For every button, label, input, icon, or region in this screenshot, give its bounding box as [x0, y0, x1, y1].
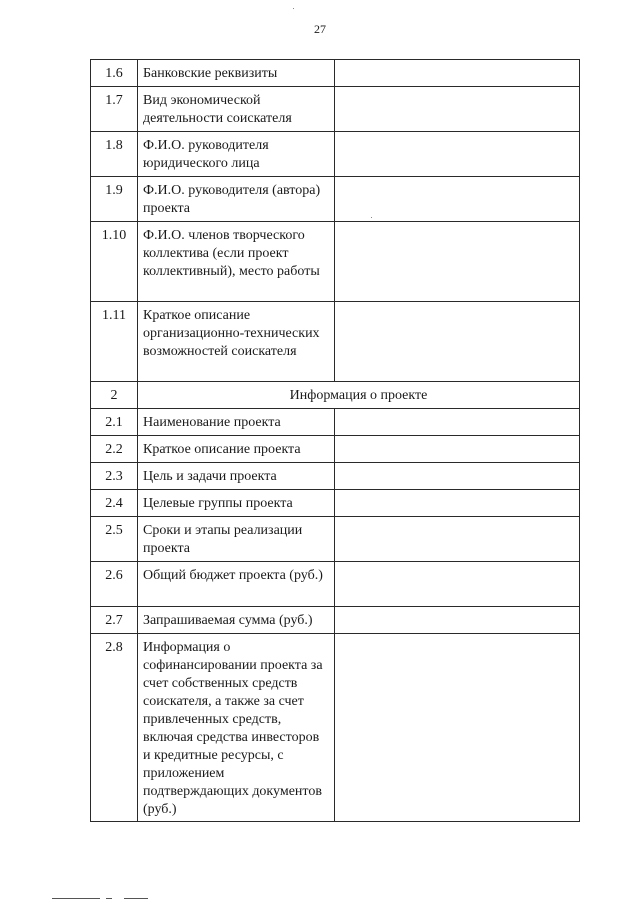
row-label: Запрашиваемая сумма (руб.) [138, 607, 335, 634]
row-number: 2.1 [91, 409, 138, 436]
row-number: 1.7 [91, 87, 138, 132]
row-number: 1.8 [91, 132, 138, 177]
row-value-cell[interactable] [335, 490, 580, 517]
row-number: 1.11 [91, 302, 138, 382]
row-value-cell[interactable] [335, 222, 580, 302]
row-number: 2.3 [91, 463, 138, 490]
row-label: Ф.И.О. членов творческого коллектива (если проект коллективный), место работы [138, 222, 335, 302]
row-label: Банковские реквизиты [138, 60, 335, 87]
page-number: 27 [314, 22, 326, 36]
scan-edge-mark [124, 898, 148, 899]
section-header-row [91, 382, 580, 409]
scan-edge-mark [106, 898, 112, 899]
row-value-cell[interactable] [335, 87, 580, 132]
row-value-cell[interactable] [335, 607, 580, 634]
row-number: 2.5 [91, 517, 138, 562]
table-row-2-8 [91, 634, 580, 822]
table-row-2-4 [91, 490, 580, 517]
row-number: 2.2 [91, 436, 138, 463]
row-value-cell[interactable] [335, 517, 580, 562]
row-number: 1.10 [91, 222, 138, 302]
row-label: Краткое описание проекта [138, 436, 335, 463]
row-value-cell[interactable] [335, 436, 580, 463]
row-label: Краткое описание организационно-технических возможностей соискателя [138, 302, 335, 382]
table-row-2-3 [91, 463, 580, 490]
application-form-table [90, 59, 580, 822]
row-number: 1.9 [91, 177, 138, 222]
row-number: 2.4 [91, 490, 138, 517]
section-title: Информация о проекте [138, 382, 580, 409]
section-number: 2 [91, 382, 138, 409]
row-label: Общий бюджет проекта (руб.) [138, 562, 335, 607]
row-value-cell[interactable] [335, 177, 580, 222]
row-label: Наименование проекта [138, 409, 335, 436]
row-value-cell[interactable] [335, 409, 580, 436]
row-value-cell[interactable] [335, 634, 580, 822]
row-label: Информация о софинансировании проекта за счет собственных средств соискателя, а также за счет привлеченных средств, включая средства инвесторов и кредитные ресурсы, с приложением подтверждающих документов (руб.) [138, 634, 335, 822]
table-row-1-10 [91, 222, 580, 302]
row-label: Цель и задачи проекта [138, 463, 335, 490]
row-label: Вид экономической деятельности соискателя [138, 87, 335, 132]
row-label: Ф.И.О. руководителя юридического лица [138, 132, 335, 177]
table-row-1-7 [91, 87, 580, 132]
table-row-2-7 [91, 607, 580, 634]
table-row-2-5 [91, 517, 580, 562]
row-label: Целевые группы проекта [138, 490, 335, 517]
row-number: 2.7 [91, 607, 138, 634]
row-number: 1.6 [91, 60, 138, 87]
row-label: Ф.И.О. руководителя (автора) проекта [138, 177, 335, 222]
row-value-cell[interactable] [335, 562, 580, 607]
row-number: 2.6 [91, 562, 138, 607]
row-value-cell[interactable] [335, 60, 580, 87]
table-row-1-6 [91, 60, 580, 87]
table-row-2-1 [91, 409, 580, 436]
table-row-2-6 [91, 562, 580, 607]
table-row-1-9 [91, 177, 580, 222]
row-value-cell[interactable] [335, 463, 580, 490]
scan-speck [371, 217, 372, 218]
scan-speck [293, 8, 294, 9]
scan-edge-mark [52, 898, 100, 899]
row-number: 2.8 [91, 634, 138, 822]
row-value-cell[interactable] [335, 302, 580, 382]
table-row-1-8 [91, 132, 580, 177]
table-row-2-2 [91, 436, 580, 463]
row-value-cell[interactable] [335, 132, 580, 177]
table-row-1-11 [91, 302, 580, 382]
row-label: Сроки и этапы реализации проекта [138, 517, 335, 562]
